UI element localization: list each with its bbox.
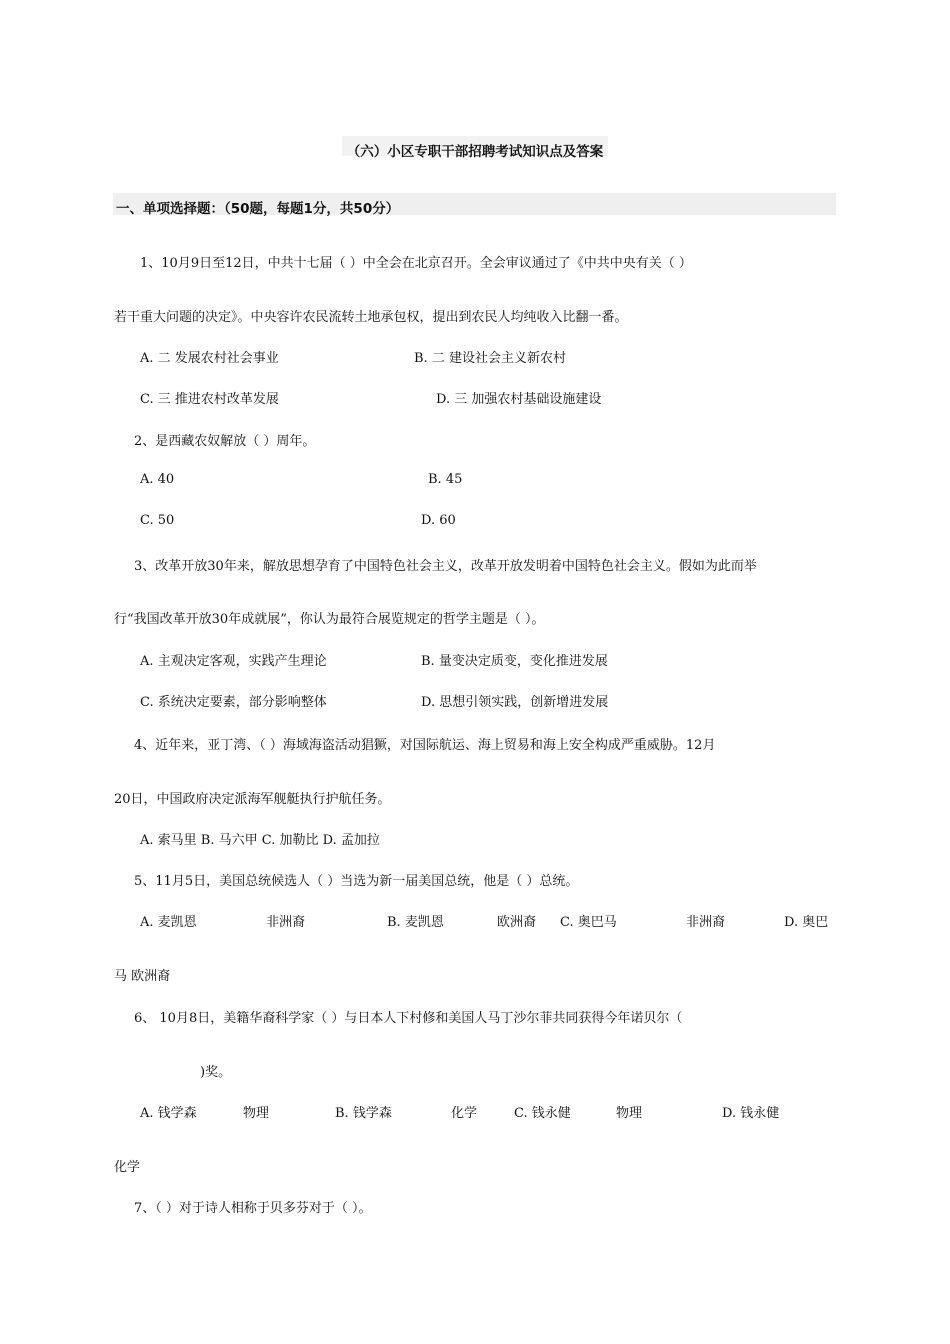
question-3-line-1: 3、改革开放30年来，解放思想孕育了中国特色社会主义，改革开放发明着中国特色社会主义。假如为此而举 (134, 559, 757, 574)
question-6-option-a-detail: 物理 (243, 1106, 270, 1121)
question-6-option-d: D. 钱永健 (722, 1106, 780, 1121)
question-3-line-2: 行“我国改革开放30年成就展”，你认为最符合展览规定的哲学主题是（ ）。 (114, 612, 545, 627)
question-6-option-c: C. 钱永健 (514, 1106, 571, 1121)
question-5-option-d: D. 奥巴 (784, 915, 829, 930)
question-6-option-b: B. 钱学森 (335, 1106, 392, 1121)
question-5-option-b: B. 麦凯恩 (387, 915, 444, 930)
question-1-option-a: A. 二 发展农村社会事业 (140, 351, 279, 366)
question-6-option-c-detail: 物理 (616, 1106, 643, 1121)
question-4-line-1: 4、近年来，亚丁湾、（ ）海域海盗活动猖獗，对国际航运、海上贸易和海上安全构成严重威胁。12月 (134, 738, 716, 753)
question-2-option-c: C. 50 (140, 513, 175, 528)
question-6-line-1: 6、 10月8日，美籍华裔科学家（ ）与日本人下村修和美国人马丁沙尔菲共同获得今年诺贝尔（ (134, 1011, 683, 1026)
question-3-option-a: A. 主观决定客观，实践产生理论 (140, 654, 327, 669)
question-5-option-a-detail: 非洲裔 (266, 915, 306, 930)
question-3-option-d: D. 思想引领实践，创新增进发展 (421, 695, 609, 710)
question-1-line-1: 1、10月9日至12日，中共十七届（ ）中全会在北京召开。全会审议通过了《中共中央有关（ ） (140, 256, 692, 271)
question-5-line-3: 马 欧洲裔 (114, 969, 171, 984)
question-3-option-c: C. 系统决定要素，部分影响整体 (140, 695, 327, 710)
page-title: （六）小区专职干部招聘考试知识点及答案 (346, 144, 604, 160)
question-6-line-3: 化学 (114, 1160, 141, 1175)
question-5-option-a: A. 麦凯恩 (140, 915, 197, 930)
question-6-option-a: A. 钱学森 (140, 1106, 197, 1121)
question-6-line-2: )奖。 (200, 1065, 232, 1080)
question-1-option-b: B. 二 建设社会主义新农村 (414, 351, 566, 366)
question-6-option-b-detail: 化学 (451, 1106, 478, 1121)
question-1-option-c: C. 三 推进农村改革发展 (140, 392, 279, 407)
question-3-option-b: B. 量变决定质变，变化推进发展 (421, 654, 608, 669)
question-2-option-d: D. 60 (421, 513, 456, 528)
question-4-options: A. 索马里 B. 马六甲 C. 加勒比 D. 孟加拉 (140, 833, 380, 848)
question-5-line-1: 5、11月5日，美国总统候选人（ ）当选为新一届美国总统，他是（ ）总统。 (134, 874, 579, 889)
question-5-option-c: C. 奥巴马 (560, 915, 617, 930)
question-2-line-1: 2、是西藏农奴解放（ ）周年。 (134, 434, 316, 449)
question-2-option-b: B. 45 (428, 472, 463, 487)
question-7-line-1: 7、（ ）对于诗人相称于贝多芬对于（ ）。 (134, 1201, 372, 1216)
section-heading: 一、单项选择题：（50题，每题1分，共50分） (116, 201, 400, 217)
question-2-option-a: A. 40 (140, 472, 175, 487)
question-1-option-d: D. 三 加强农村基础设施建设 (436, 392, 602, 407)
question-5-option-b-detail: 欧洲裔 (497, 915, 537, 930)
question-1-line-2: 若干重大问题的决定》。中央容许农民流转土地承包权，提出到农民人均纯收入比翻一番。 (114, 310, 628, 325)
question-4-line-2: 20日，中国政府决定派海军舰艇执行护航任务。 (114, 792, 391, 807)
question-5-option-c-detail: 非洲裔 (686, 915, 726, 930)
